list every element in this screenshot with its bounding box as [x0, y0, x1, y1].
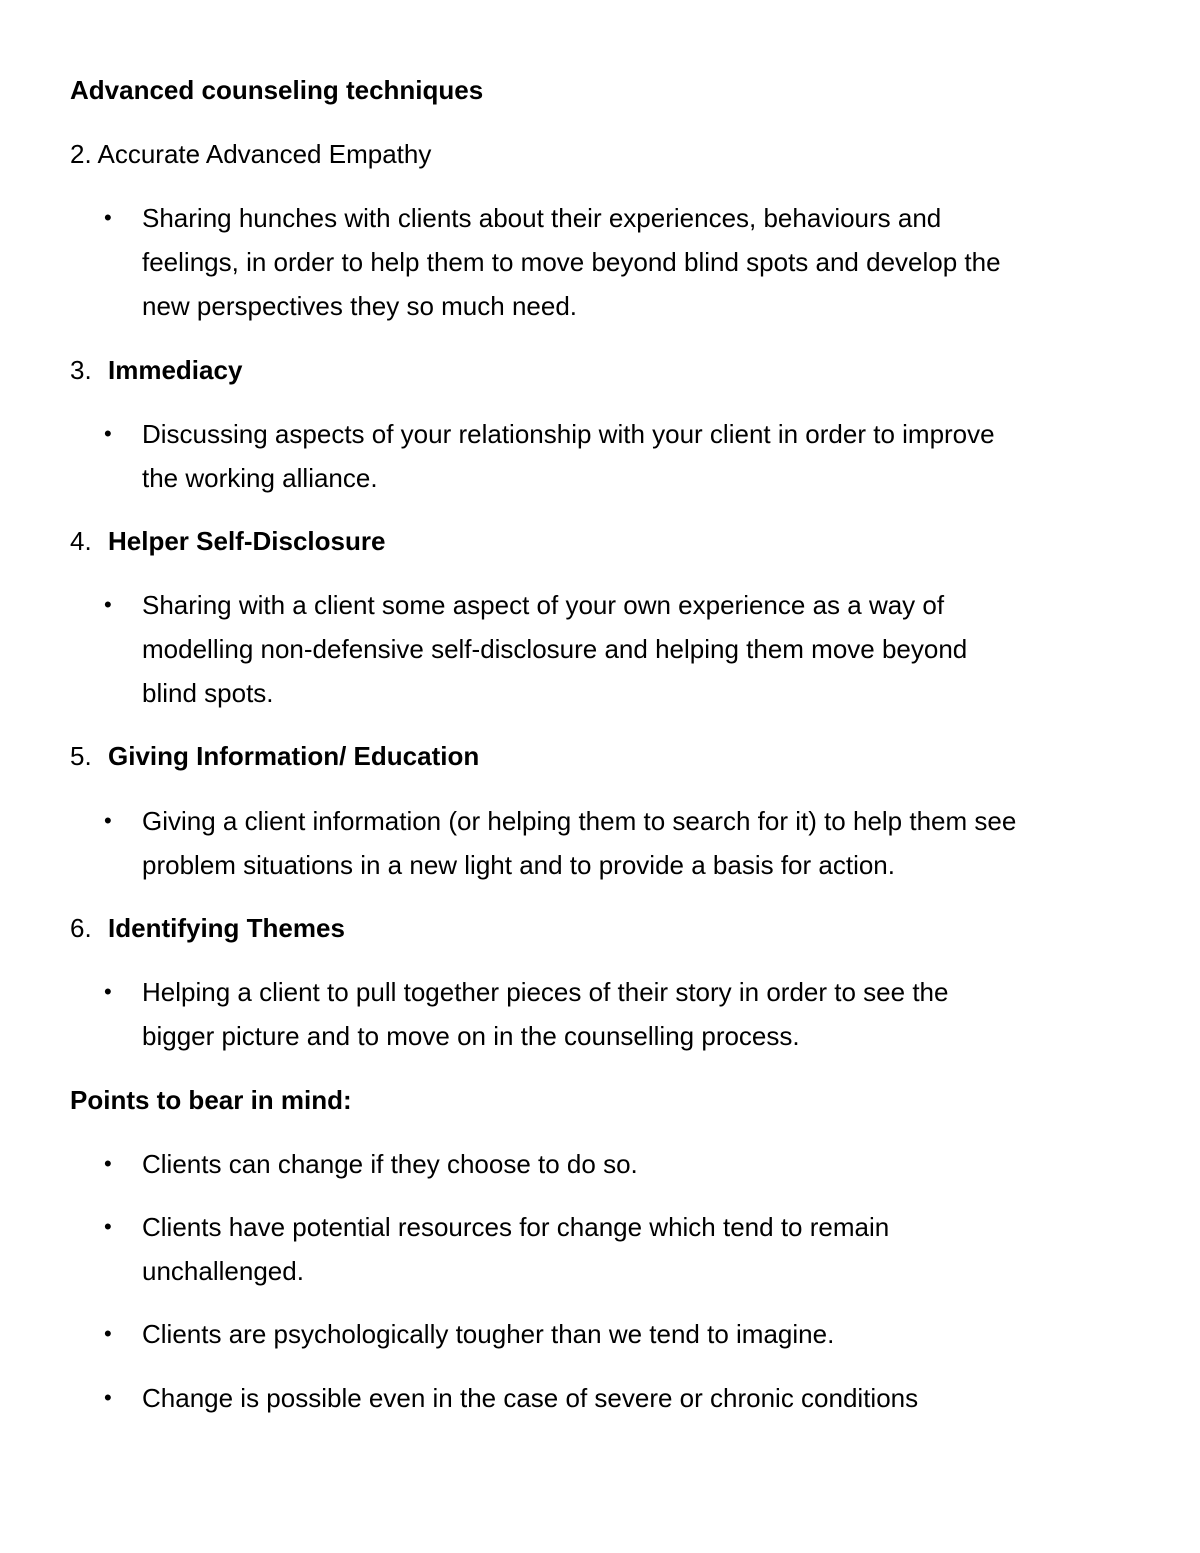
- section-number: 5.: [70, 741, 92, 771]
- section-title: Immediacy: [108, 355, 243, 385]
- section-number: 4.: [70, 526, 92, 556]
- bullet-icon: •: [104, 1321, 112, 1346]
- section-heading: [70, 132, 431, 176]
- list-item: [104, 583, 967, 715]
- section-title: Helper Self-Disclosure: [108, 526, 386, 556]
- section-number: 2.: [70, 139, 92, 169]
- section-number: 6.: [70, 913, 92, 943]
- list-item: [104, 970, 948, 1058]
- list-item-text: Clients can change if they choose to do so.: [142, 1149, 638, 1179]
- bullet-icon: •: [104, 979, 112, 1004]
- list-item: [104, 412, 995, 500]
- list-item: [104, 1376, 918, 1420]
- points-heading: Points to bear in mind:: [70, 1085, 352, 1115]
- bullet-icon: •: [104, 1214, 112, 1239]
- bullet-icon: •: [104, 1385, 112, 1410]
- bullet-icon: •: [104, 421, 112, 446]
- list-item: [104, 1142, 638, 1186]
- list-item-text: Sharing with a client some aspect of your own experience as a way of modelling non-defensive self-disclosure and helping them move beyond blind spots.: [142, 590, 968, 708]
- list-item-text: Change is possible even in the case of severe or chronic conditions: [142, 1383, 919, 1413]
- section-title: Identifying Themes: [108, 913, 345, 943]
- list-item: [104, 1312, 834, 1356]
- section-title: Accurate Advanced Empathy: [97, 139, 432, 169]
- list-item: [104, 799, 1016, 887]
- list-item-text: Clients are psychologically tougher than we tend to imagine.: [142, 1319, 835, 1349]
- list-item-text: Giving a client information (or helping them to search for it) to help them see problem situations in a new light and to provide a basis for action.: [142, 806, 1017, 880]
- section-heading: [70, 906, 345, 950]
- bullet-icon: •: [104, 808, 112, 833]
- bullet-icon: •: [104, 1151, 112, 1176]
- list-item-text: Helping a client to pull together pieces of their story in order to see the bigger picture and to move on in the counselling process.: [142, 977, 949, 1051]
- list-item-text: Clients have potential resources for change which tend to remain unchallenged.: [142, 1212, 890, 1286]
- bullet-icon: •: [104, 205, 112, 230]
- list-item-text: Sharing hunches with clients about their experiences, behaviours and feelings, in order to help them to move beyond blind spots and develop the new perspectives they so much need.: [142, 203, 1001, 321]
- list-item-text: Discussing aspects of your relationship with your client in order to improve the working alliance.: [142, 419, 995, 493]
- section-title: Giving Information/ Education: [108, 741, 480, 771]
- section-number: 3.: [70, 355, 92, 385]
- list-item: [104, 196, 1001, 328]
- bullet-icon: •: [104, 592, 112, 617]
- section-heading: [70, 734, 479, 778]
- list-item: [104, 1205, 889, 1293]
- document-title: Advanced counseling techniques: [70, 75, 484, 105]
- section-heading: [70, 348, 242, 392]
- section-heading: [70, 519, 385, 563]
